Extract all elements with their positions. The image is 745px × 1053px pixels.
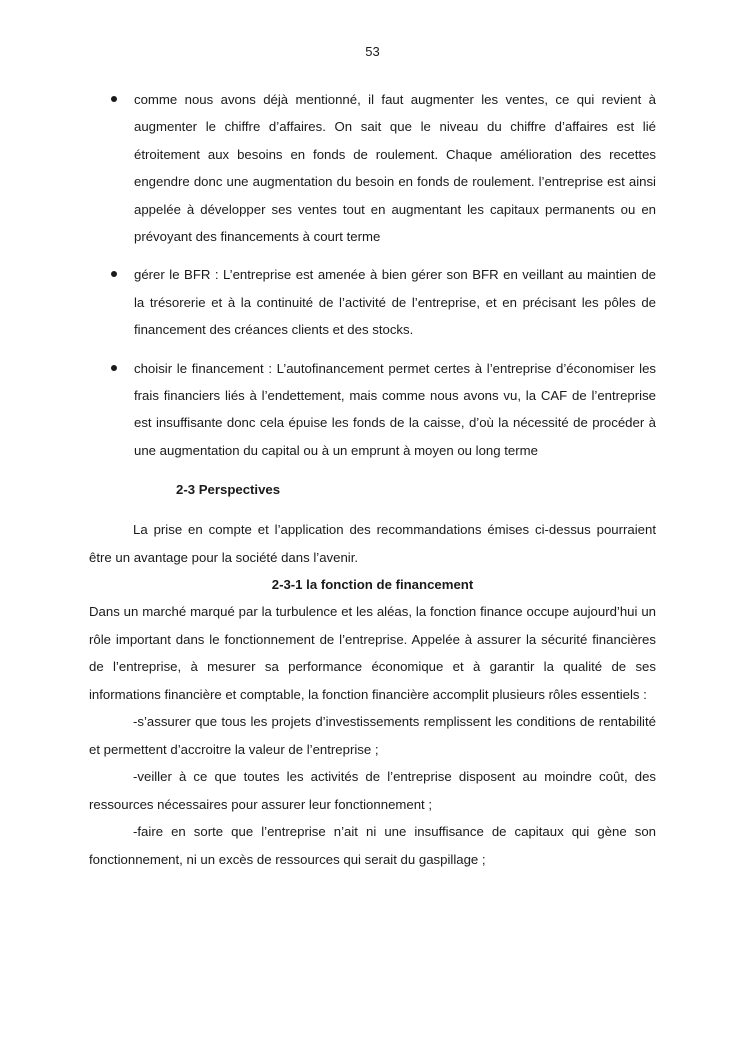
bullet-icon bbox=[111, 271, 117, 277]
list-item-text: comme nous avons déjà mentionné, il faut augmenter les ventes, ce qui revient à augmenter le chiffre d’affaires. On sait que le niveau du chiffre d’affaires est lié étroitement aux besoins en fonds de roulement. Chaque amélioration des recettes engendre donc une augmentation du besoin en fonds de roulement. l’entreprise est ainsi appelée à développer ses ventes tout en augmentant les capitaux permanents ou en prévoyant des financements à court terme bbox=[134, 92, 656, 245]
list-item bbox=[89, 86, 656, 250]
list-item bbox=[89, 261, 656, 343]
financement-intro-paragraph: Dans un marché marqué par la turbulence et les aléas, la fonction finance occupe aujourd’hui un rôle important dans le fonctionnement de l’entreprise. Appelée à assurer la sécurité financières de l’entreprise, à mesurer sa performance économique et à garantir la qualité de ses informations financière et comptable, la fonction financière accomplit plusieurs rôles essentiels : bbox=[89, 604, 656, 702]
page-number: 53 bbox=[365, 44, 380, 59]
list-item-text: gérer le BFR : L’entreprise est amenée à bien gérer son BFR en veillant au maintien de la trésorerie et à la continuité de l’activité de l’entreprise, et en précisant les pôles de financement des créances clients et des stocks. bbox=[134, 267, 656, 338]
list-item bbox=[89, 355, 656, 465]
bullet-icon bbox=[111, 365, 117, 371]
role-paragraph: -faire en sorte que l’entreprise n’ait ni une insuffisance de capitaux qui gène son fonctionnement, ni un excès de ressources qui serait du gaspillage ; bbox=[89, 824, 656, 867]
section-heading-perspectives: 2-3 Perspectives bbox=[176, 482, 281, 498]
perspectives-paragraph: La prise en compte et l’application des recommandations émises ci-dessus pourraient être un avantage pour la société dans l’avenir. bbox=[89, 522, 656, 565]
role-paragraph: -veiller à ce que toutes les activités de l’entreprise disposent au moindre coût, des ressources nécessaires pour assurer leur fonctionnement ; bbox=[89, 769, 656, 812]
role-paragraph: -s’assurer que tous les projets d’investissements remplissent les conditions de rentabilité et permettent d’accroitre la valeur de l’entreprise ; bbox=[89, 714, 656, 757]
page-content bbox=[89, 86, 656, 873]
bullet-icon bbox=[111, 96, 117, 102]
list-item-text: choisir le financement : L’autofinancement permet certes à l’entreprise d’économiser les frais financiers liés à l’endettement, mais comme nous avons vu, la CAF de l’entreprise est insuffisante donc cela épuise les fonds de la caisse, d’où la nécessité de procéder à une augmentation du capital ou à un emprunt à moyen ou long terme bbox=[134, 360, 656, 458]
recommendation-list bbox=[89, 86, 656, 464]
subsection-heading-financement: 2-3-1 la fonction de financement bbox=[271, 577, 474, 593]
